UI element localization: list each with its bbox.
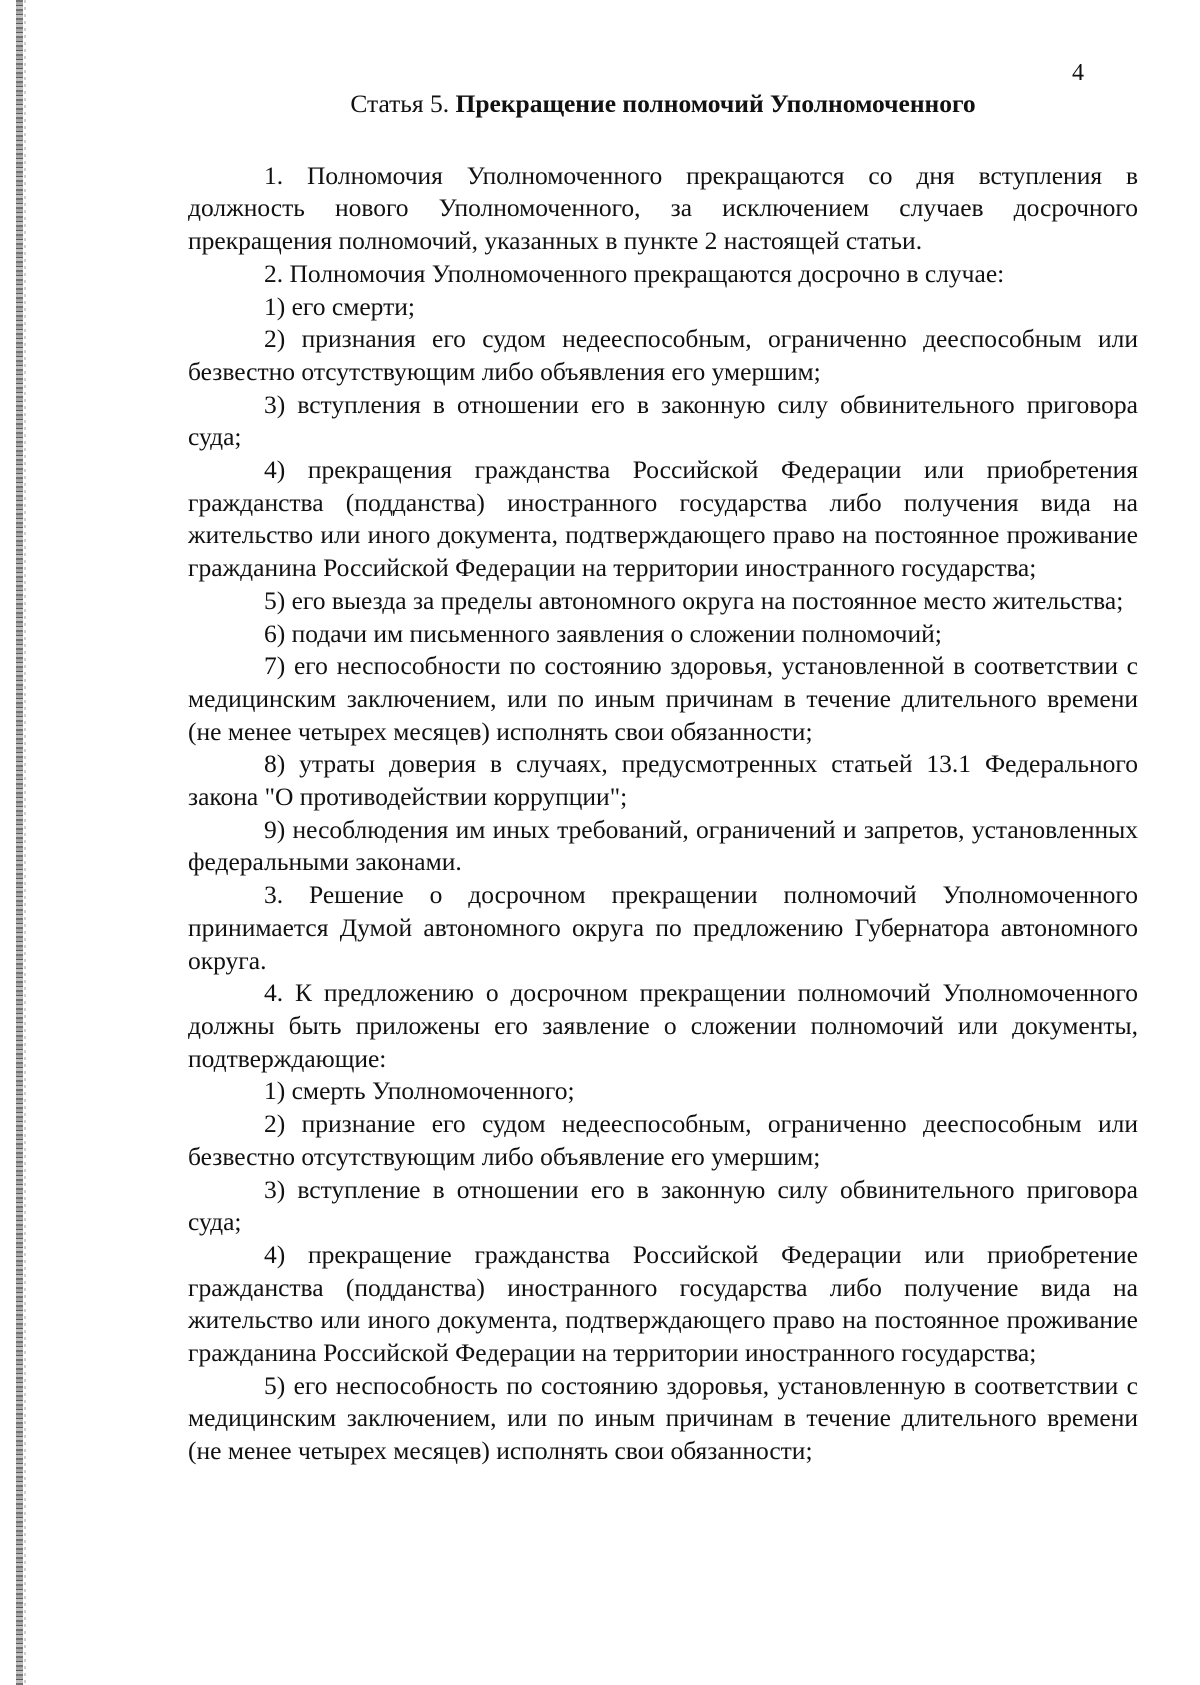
document-body xyxy=(188,88,1138,1468)
paragraph: 3. Решение о досрочном прекращении полномочий Уполномоченного принимается Думой автономного округа по предложению Губернатора автономного округа. xyxy=(188,880,1138,975)
paragraph: 4) прекращения гражданства Российской Федерации или приобретения гражданства (подданства) иностранного государства либо получения вида на жительство или иного документа, подтверждающего право на постоянное проживание гражданина Российской Федерации на территории иностранного государства; xyxy=(188,455,1138,583)
paragraph: 9) несоблюдения им иных требований, ограничений и запретов, установленных федеральными законами. xyxy=(188,814,1138,877)
paragraph: 1) смерть Уполномоченного; xyxy=(264,1076,575,1106)
paragraph: 4. К предложению о досрочном прекращении полномочий Уполномоченного должны быть приложены его заявление о сложении полномочий или документы, подтверждающие: xyxy=(188,978,1138,1073)
paragraph: 6) подачи им письменного заявления о сложении полномочий; xyxy=(264,618,942,648)
scan-edge-artifact-inner xyxy=(24,0,26,1685)
article-label: Статья 5. xyxy=(350,89,450,118)
article-heading xyxy=(188,88,1138,121)
paragraph: 5) его неспособность по состоянию здоровья, установленную в соответствии с медицинским заключением, или по иным причинам в течение длительного времени (не менее четырех месяцев) исполнять свои обязанности; xyxy=(188,1370,1138,1466)
paragraph: 3) вступление в отношении его в законную силу обвинительного приговора суда; xyxy=(188,1174,1138,1237)
paragraph: 2. Полномочия Уполномоченного прекращаются досрочно в случае: xyxy=(264,258,1005,288)
paragraph: 1) его смерти; xyxy=(264,291,415,321)
paragraph: 2) признание его судом недееспособным, ограниченно дееспособным или безвестно отсутствующим либо объявление его умершим; xyxy=(188,1109,1138,1171)
page-number: 4 xyxy=(1072,60,1084,86)
paragraph: 1. Полномочия Уполномоченного прекращаются со дня вступления в должность нового Уполномоченного, за исключением случаев досрочного прекращения полномочий, указанных в пункте 2 настоящей статьи. xyxy=(188,160,1138,256)
article-title: Прекращение полномочий Уполномоченного xyxy=(455,89,976,118)
paragraph: 2) признания его судом недееспособным, ограниченно дееспособным или безвестно отсутствующим либо объявления его умершим; xyxy=(188,324,1138,386)
paragraph: 5) его выезда за пределы автономного округа на постоянное место жительства; xyxy=(264,585,1124,615)
paragraph: 3) вступления в отношении его в законную силу обвинительного приговора суда; xyxy=(188,389,1138,452)
paragraph: 4) прекращение гражданства Российской Федерации или приобретение гражданства (подданства) иностранного государства либо получение вида на жительство или иного документа, подтверждающего право на постоянное проживание гражданина Российской Федерации на территории иностранного государства; xyxy=(188,1239,1138,1368)
paragraph: 7) его неспособности по состоянию здоровья, установленной в соответствии с медицинским заключением, или по иным причинам в течение длительного времени (не менее четырех месяцев) исполнять свои обязанности; xyxy=(188,651,1138,746)
paragraph: 8) утраты доверия в случаях, предусмотренных статьей 13.1 Федерального закона "О противодействии коррупции"; xyxy=(188,749,1138,812)
scan-edge-artifact xyxy=(16,0,23,1685)
